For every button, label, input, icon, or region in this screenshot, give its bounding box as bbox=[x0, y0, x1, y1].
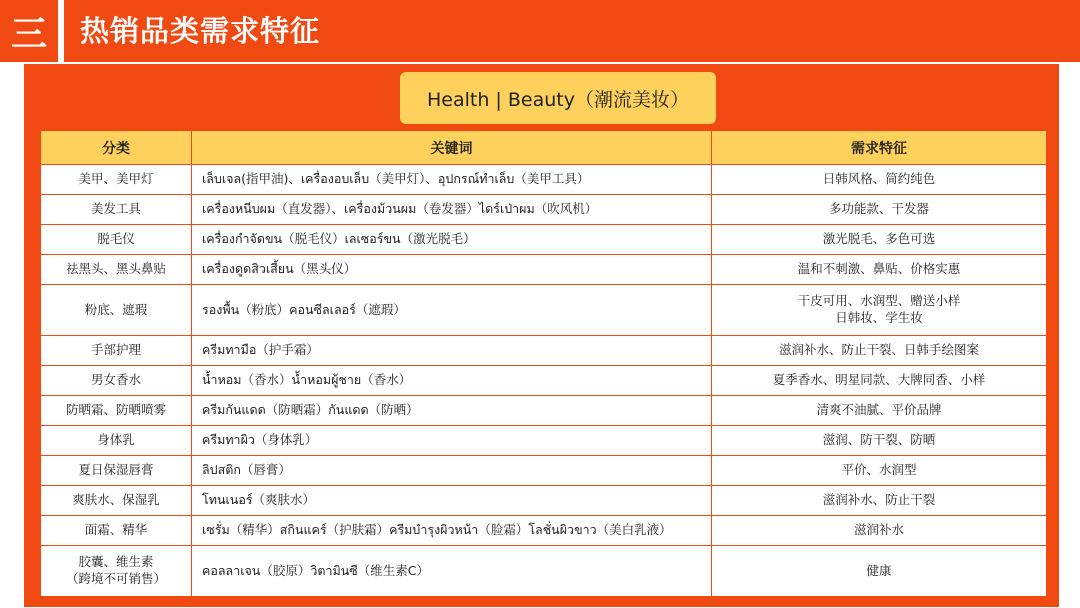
header-bar bbox=[0, 0, 1080, 62]
cell-category: 男女香水 bbox=[41, 366, 192, 396]
table-row bbox=[41, 165, 1047, 195]
cell-features: 滋润补水、防止干裂、日韩手绘图案 bbox=[712, 336, 1047, 366]
cell-keywords: ครีมทาผิว（身体乳） bbox=[192, 426, 712, 456]
cell-keywords: เครื่องหนีบผม（直发器）、เครื่องม้วนผม（卷发器）ไดร์เป่าผม（吹风机） bbox=[192, 195, 712, 225]
cell-category: 身体乳 bbox=[41, 426, 192, 456]
content-panel bbox=[24, 64, 1059, 607]
cell-keywords: เล็บเจล(指甲油)、เครื่องอบเล็บ（美甲灯）、อุปกรณ์ทำเล็บ（美甲工具） bbox=[192, 165, 712, 195]
cell-category: 脱毛仪 bbox=[41, 225, 192, 255]
category-banner: Health | Beauty（潮流美妆） bbox=[400, 72, 716, 124]
table-row bbox=[41, 195, 1047, 225]
cell-features: 温和不刺激、鼻贴、价格实惠 bbox=[712, 255, 1047, 285]
table-row bbox=[41, 486, 1047, 516]
cell-features: 滋润补水 bbox=[712, 516, 1047, 546]
cell-features: 干皮可用、水润型、赠送小样 日韩妆、学生妆 bbox=[712, 285, 1047, 336]
column-header-features: 需求特征 bbox=[712, 131, 1047, 165]
table-header-row bbox=[41, 131, 1047, 165]
cell-category: 美甲、美甲灯 bbox=[41, 165, 192, 195]
cell-keywords: ครีมกันแดด（防晒霜）กันแดด（防晒） bbox=[192, 396, 712, 426]
cell-features: 健康 bbox=[712, 546, 1047, 597]
page-title: 热销品类需求特征 bbox=[80, 14, 321, 48]
cell-keywords: โทนเนอร์（爽肤水） bbox=[192, 486, 712, 516]
cell-category: 胶囊、维生素 （跨境不可销售） bbox=[41, 546, 192, 597]
cell-keywords: เซรั่ม（精华）สกินแคร์（护肤霜）ครีมบำรุงผิวหน้า（脸霜）โลชั่นผิวขาว（美白乳液） bbox=[192, 516, 712, 546]
cell-features: 激光脱毛、多色可选 bbox=[712, 225, 1047, 255]
cell-features: 夏季香水、明星同款、大牌同香、小样 bbox=[712, 366, 1047, 396]
product-table bbox=[40, 130, 1047, 597]
table-row bbox=[41, 366, 1047, 396]
cell-category: 防晒霜、防晒喷雾 bbox=[41, 396, 192, 426]
cell-features: 多功能款、干发器 bbox=[712, 195, 1047, 225]
cell-keywords: ลิปสติก（唇膏） bbox=[192, 456, 712, 486]
table-row bbox=[41, 255, 1047, 285]
cell-category: 爽肤水、保湿乳 bbox=[41, 486, 192, 516]
cell-features: 滋润补水、防止干裂 bbox=[712, 486, 1047, 516]
cell-category: 粉底、遮瑕 bbox=[41, 285, 192, 336]
table-row bbox=[41, 546, 1047, 597]
cell-category: 美发工具 bbox=[41, 195, 192, 225]
table-row bbox=[41, 285, 1047, 336]
cell-keywords: เครื่องดูดสิวเสี้ยน（黑头仪） bbox=[192, 255, 712, 285]
table-row bbox=[41, 426, 1047, 456]
cell-category: 夏日保湿唇膏 bbox=[41, 456, 192, 486]
cell-features: 清爽不油腻、平价品牌 bbox=[712, 396, 1047, 426]
cell-keywords: ครีมทามือ（护手霜） bbox=[192, 336, 712, 366]
cell-features: 平价、水润型 bbox=[712, 456, 1047, 486]
cell-keywords: รองพื้น（粉底）คอนซีลเลอร์（遮瑕） bbox=[192, 285, 712, 336]
table-row bbox=[41, 456, 1047, 486]
section-number: 三 bbox=[10, 13, 47, 55]
cell-features: 滋润、防干裂、防晒 bbox=[712, 426, 1047, 456]
cell-category: 祛黑头、黑头鼻贴 bbox=[41, 255, 192, 285]
cell-category: 手部护理 bbox=[41, 336, 192, 366]
cell-keywords: เครื่องกำจัดขน（脱毛仪）เลเซอร์ขน（激光脱毛） bbox=[192, 225, 712, 255]
table-row bbox=[41, 225, 1047, 255]
header-divider bbox=[58, 0, 64, 62]
column-header-category: 分类 bbox=[41, 131, 192, 165]
table-row bbox=[41, 336, 1047, 366]
cell-category: 面霜、精华 bbox=[41, 516, 192, 546]
cell-features: 日韩风格、简约纯色 bbox=[712, 165, 1047, 195]
column-header-keywords: 关键词 bbox=[192, 131, 712, 165]
cell-keywords: คอลลาเจน（胶原）วิตามินซี（维生素C） bbox=[192, 546, 712, 597]
cell-keywords: น้ำหอม（香水）น้ำหอมผู้ชาย（香水） bbox=[192, 366, 712, 396]
table-row bbox=[41, 516, 1047, 546]
table-row bbox=[41, 396, 1047, 426]
